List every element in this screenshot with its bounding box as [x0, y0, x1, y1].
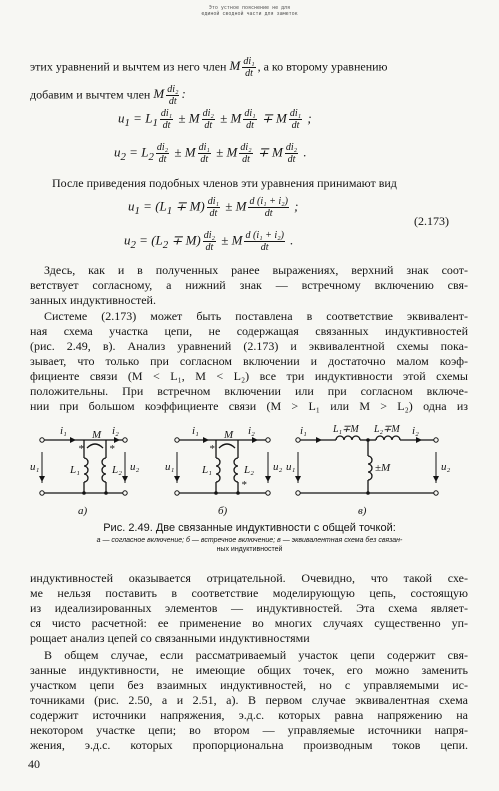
p2-line-4: зывает, что только при согласном включении и достаточно малом коэф-: [30, 354, 468, 368]
stamp-line-2: единой сводной части для заметок: [201, 11, 298, 17]
label-L2mM-c: L₂∓M: [374, 424, 400, 435]
p2-line-5: фициенте связи (M < L₁, M < L₂) все три индуктивности этой схемы: [30, 369, 468, 383]
p3-line-5: рощает анализ цепей со связанными индуктивностями: [30, 631, 310, 645]
label-i2-c: i₂: [412, 425, 419, 437]
header-stamp: [0, 5, 499, 17]
p1-line-1: Здесь, как и в полученных ранее выражениях, верхний знак соот-: [44, 263, 468, 277]
label-u2-b: u₂: [273, 461, 283, 473]
equation-number: (2.173): [414, 214, 449, 228]
term-m-di2: M $\frac{\text{di₂}}{dt}$ :: [153, 84, 186, 107]
label-L1mM-c: L₁∓M: [333, 424, 359, 435]
p3-line-1: индуктивностей оказывается отрицательной. Очевидно, что такой схе-: [30, 571, 468, 585]
label-u1-b: u₁: [165, 461, 175, 473]
stamp-line-1: Это устное пояснение не для: [208, 5, 291, 11]
p2-line-3: (рис. 2.49, в). Анализ уравнений (2.173) и эквивалентной схемы пока-: [30, 339, 468, 353]
label-L2-a: L₂: [112, 464, 122, 476]
label-i2-b: i₂: [248, 425, 255, 437]
p3-line-4: ся чисто расчетной: ее применение во многих случаях существенно уп-: [30, 616, 468, 630]
label-i1-a: i₁: [60, 425, 67, 437]
label-u2-a: u₂: [130, 461, 140, 473]
label-pmM-c: ±M: [375, 462, 391, 474]
label-M-a: M: [92, 429, 102, 441]
sub-label-c: в): [358, 505, 367, 517]
p1-line-3: занных индуктивностей.: [30, 293, 156, 307]
eq2-u1: $u_1 = (L_1 \mp M)$ $\frac{\text{di₁}}{dt}$ ± M $\frac{\text{d (i₁ + i₂)}}{dt}$ ;: [128, 196, 299, 219]
intro-line-1-text: этих уравнений и вычтем из него член: [30, 59, 227, 74]
label-u1-a: u₁: [30, 461, 40, 473]
p4-line-4: точниками (рис. 2.50, а и 2.51, а). В первом случае эквивалентная схема: [30, 693, 468, 707]
star-a1: *: [78, 443, 84, 455]
label-i1-b: i₁: [192, 425, 199, 437]
circuit-b: [177, 440, 268, 493]
p3-line-3: из идеализированных элементов — индуктивностей. Эта схема являет-: [30, 601, 468, 615]
p3-line-2: ме нельзя поставить в соответствие моделирующую цепь, состоящую: [30, 586, 468, 600]
p4-line-6: некотором участке цепи; во втором — управляемые источники напря-: [30, 723, 468, 737]
p2-line-2: ная схема участка цепи, не содержащая связанных индуктивностей: [30, 324, 468, 338]
term-m-di1: M $\frac{\text{di₁}}{dt}$: [229, 56, 255, 79]
intro-line-2: [30, 84, 186, 107]
star-b1: *: [209, 443, 215, 455]
circuit-c: [298, 436, 436, 493]
label-M-b: M: [224, 429, 234, 441]
para-after-eq1: После приведения подобных членов эти уравнения принимают вид: [52, 176, 397, 190]
p4-line-5: содержит источники напряжения, э.д.с. которых равна напряжению на: [30, 708, 468, 722]
label-i1-c: i₁: [300, 425, 307, 437]
intro-line-1-tail: , а ко второму уравнению: [257, 59, 388, 74]
eq1-u2: $u_2 = L_2$ $\frac{\text{di₂}}{dt}$ ± M $\frac{\text{di₁}}{dt}$ ± M $\frac{\text{di₂}}{dt}$ ∓ M $\frac{\text{di₂}}{dt}$ .: [114, 142, 307, 165]
label-L2-b: L₂: [244, 464, 254, 476]
p2-line-6: положительны. При встречном включении или при согласном включе-: [30, 384, 468, 398]
figure-2-49: [0, 418, 499, 520]
page-number: 40: [28, 757, 40, 771]
p4-line-2: занные индуктивности, не имеющие общих точек, его можно заменить: [30, 663, 468, 677]
label-i2-a: i₂: [112, 425, 119, 437]
eq2-u2: $u_2 = (L_2 \mp M)$ $\frac{\text{di₂}}{dt}$ ± M $\frac{\text{d (i₁ + i₂)}}{dt}$ .: [124, 230, 294, 253]
sub-label-b: б): [218, 505, 228, 517]
star-a2: *: [109, 443, 115, 455]
label-L1-b: L₁: [202, 464, 212, 476]
figure-caption-title: Рис. 2.49. Две связанные индуктивности с общей точкой:: [103, 522, 396, 534]
p4-line-7: жения, э.д.с. которых пропорциональна производным токов цепи.: [30, 738, 468, 752]
eq1-u1: $u_1 = L_1$ $\frac{\text{di₁}}{dt}$ ± M $\frac{\text{di₂}}{dt}$ ± M $\frac{\text{di₁}}{dt}$ ∓ M $\frac{\text{di₁}}{dt}$ ;: [118, 108, 312, 131]
figure-caption-line-1: а — согласное включение; б — встречное включение; в — эквивалентная схема без связан-: [96, 537, 403, 544]
label-u1-c: u₁: [286, 461, 296, 473]
label-L1-a: L₁: [70, 464, 80, 476]
intro-line-1: [30, 56, 388, 79]
label-u2-c: u₂: [441, 461, 451, 473]
p4-line-3: участком цепи без взаимных индуктивностей, но с управляемыми ис-: [30, 678, 468, 692]
figure-caption-line-2: ных индуктивностей: [216, 546, 283, 553]
p2-line-1: Системе (2.173) может быть поставлена в соответствие эквивалент-: [44, 309, 468, 323]
p1-line-2: ветствует согласному, а нижний знак — встречному включению свя-: [30, 278, 468, 292]
sub-label-a: а): [78, 505, 88, 517]
intro-line-2-text: добавим и вычтем член: [30, 87, 151, 102]
star-b2: *: [241, 479, 247, 491]
p2-line-7: нии при большом коэффициенте связи (M > L₁ или M > L₂) одна из: [30, 399, 468, 413]
p4-line-1: В общем случае, если рассматриваемый участок цепи содержит свя-: [44, 648, 468, 662]
